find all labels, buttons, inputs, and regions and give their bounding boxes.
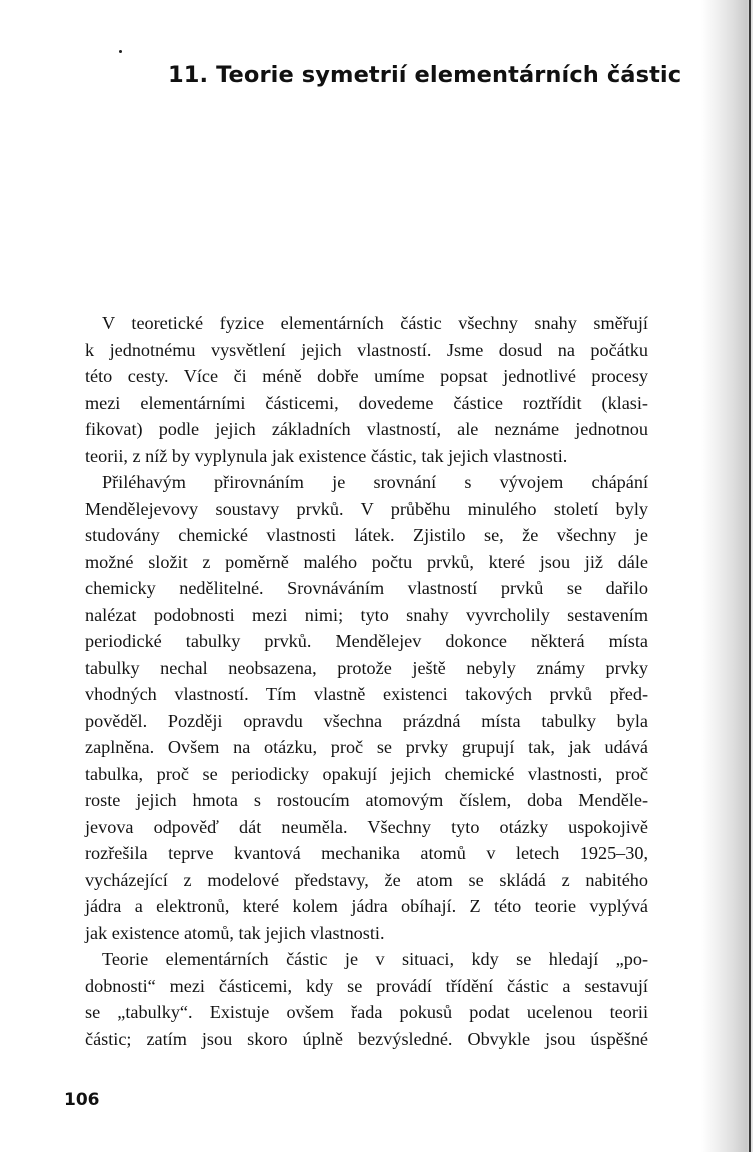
- text-line: roste jejich hmota s rostoucím atomovým číslem, doba Menděle-: [85, 790, 648, 810]
- text-line: periodické tabulky prvků. Mendělejev dokonce některá místa: [85, 631, 648, 651]
- paragraph-3: [85, 946, 648, 1052]
- text-line: jak existence atomů, tak jejich vlastnosti.: [85, 922, 385, 943]
- text-line: vhodných vlastností. Tím vlastně existenci takových prvků před-: [85, 684, 648, 704]
- text-line: fikovat) podle jejich základních vlastností, ale neznáme jednotnou: [85, 419, 648, 439]
- text-line: Teorie elementárních částic je v situaci, kdy se hledají „po-: [102, 949, 648, 969]
- text-line: V teoretické fyzice elementárních částic všechny snahy směřují: [102, 313, 648, 333]
- text-line: Mendělejevovy soustavy prvků. V průběhu minulého století byly: [85, 498, 648, 519]
- paragraph-2: [85, 469, 648, 946]
- text-line: pověděl. Později opravdu všechna prázdná místa tabulky byla: [85, 710, 648, 731]
- chapter-title: 11. Teorie symetrií elementárních částic: [168, 62, 682, 88]
- text-line: rozřešila teprve kvantová mechanika atomů v letech 1925–30,: [85, 843, 648, 863]
- page-edge-line: [749, 0, 751, 1152]
- body-text: [85, 310, 648, 1052]
- text-line: této cesty. Více či méně dobře umíme popsat jednotlivé procesy: [85, 366, 648, 386]
- text-line: se „tabulky“. Existuje ovšem řada pokusů podat ucelenou teorii: [85, 1002, 648, 1022]
- text-line: vycházející z modelové představy, že atom se skládá z nabitého: [85, 869, 648, 890]
- text-line: tabulky nechal neobsazena, protože ještě nebyly známy prvky: [85, 657, 648, 678]
- text-line: zaplněna. Ovšem na otázku, proč se prvky grupují tak, jak udává: [85, 737, 648, 757]
- text-line: jevova odpověď dát neuměla. Všechny tyto otázky uspokojivě: [85, 816, 648, 837]
- text-line: chemicky nedělitelné. Srovnáváním vlastností prvků se dařilo: [85, 578, 648, 598]
- text-line: mezi elementárními částicemi, dovedeme částice roztřídit (klasi-: [85, 392, 648, 413]
- page-edge-shadow: [701, 0, 753, 1152]
- scan-speck: [119, 50, 122, 53]
- text-line: Přiléhavým přirovnáním je srovnání s vývojem chápání: [102, 472, 648, 492]
- text-line: nalézat podobnosti mezi nimi; tyto snahy vyvrcholily sestavením: [85, 604, 648, 625]
- text-line: jádra a elektronů, které kolem jádra obíhají. Z této teorie vyplývá: [85, 896, 648, 916]
- text-line: k jednotnému vysvětlení jejich vlastností. Jsme dosud na počátku: [85, 339, 648, 360]
- text-line: dobnosti“ mezi částicemi, kdy se provádí třídění částic a sestavují: [85, 975, 648, 996]
- page-number: 106: [64, 1090, 100, 1110]
- text-line: teorii, z níž by vyplynula jak existence částic, tak jejich vlastnosti.: [85, 445, 568, 466]
- text-line: možné složit z poměrně malého počtu prvků, které jsou již dále: [85, 551, 648, 572]
- text-line: studovány chemické vlastnosti látek. Zjistilo se, že všechny je: [85, 525, 648, 545]
- text-line: tabulka, proč se periodicky opakují jejich chemické vlastnosti, proč: [85, 763, 648, 784]
- text-line: částic; zatím jsou skoro úplně bezvýsledné. Obvykle jsou úspěšné: [85, 1028, 648, 1049]
- paragraph-1: [85, 310, 648, 469]
